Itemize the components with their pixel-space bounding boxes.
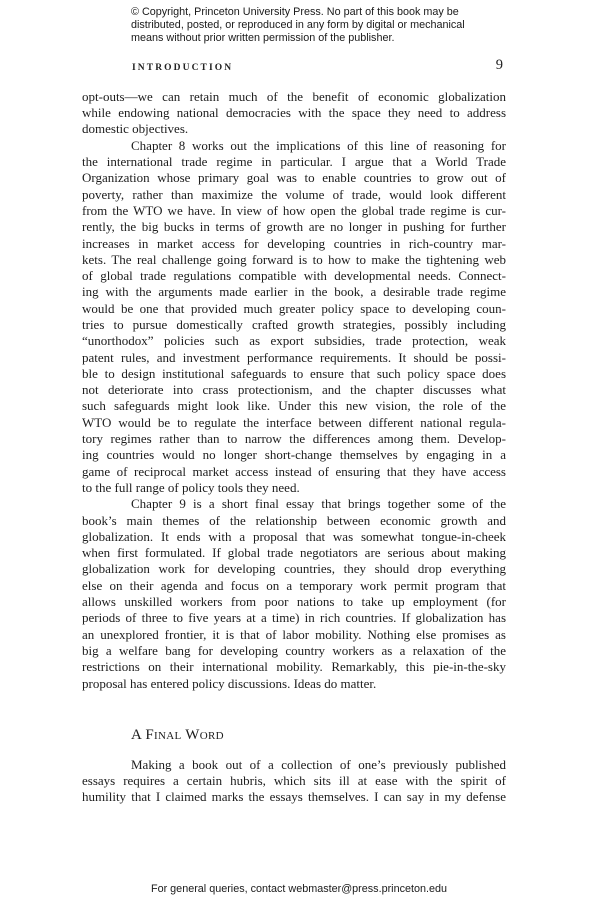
- text-line: to the full range of policy tools they need.: [82, 479, 300, 495]
- body-text: [82, 89, 506, 692]
- text-line: book’s main themes of the relationship between economic growth and: [82, 512, 506, 528]
- text-line: allows unskilled workers from poor nations to take up employment (for: [82, 594, 506, 610]
- copyright-notice: [131, 6, 465, 45]
- text-line: patent rules, and investment performance requirements. It should be possi-: [82, 349, 506, 365]
- text-line: while endowing national democracies with the space they need to address: [82, 105, 506, 121]
- text-line: restrictions on their international mobility. Remarkably, this pie-in-the-sky: [82, 659, 506, 675]
- text-line: the international trade regime in particular. I argue that a World Trade: [82, 154, 506, 170]
- paragraph-start-line: Chapter 9 is a short final essay that brings together some of the: [131, 496, 506, 512]
- text-line: of global trade regulations compatible with developmental needs. Connect-: [82, 268, 506, 284]
- text-line: increases in market access for developing countries in rich-country mar-: [82, 235, 506, 251]
- text-line: when first formulated. If global trade negotiators are serious about making: [82, 545, 506, 561]
- paragraph-start-line: Chapter 8 works out the implications of this line of reasoning for: [131, 137, 506, 153]
- text-line: tries to pursue domestically crafted growth strategies, possibly including: [82, 317, 506, 332]
- running-head-title: INTRODUCTION: [132, 63, 234, 73]
- text-line: an unexplored frontier, it is that of labor mobility. Nothing else promises as: [82, 626, 506, 642]
- copyright-line: means without prior written permission of the publisher.: [131, 31, 395, 44]
- text-line: not deteriorate into crass protectionism, and the chapter discusses what: [82, 382, 506, 398]
- text-line: from the WTO we have. In view of how open the global trade regime is cur-: [82, 202, 506, 218]
- section-heading: A Final Word: [131, 727, 224, 743]
- text-line: would be one that provided much greater policy space to developing coun-: [82, 300, 506, 316]
- text-line: ing countries would no longer short-change themselves by engaging in a: [82, 447, 506, 463]
- text-line: kets. The real challenge going forward is to how to make the tightening web: [82, 251, 506, 267]
- text-line: big a welfare bang for developing country workers as a relaxation of the: [82, 642, 506, 658]
- text-line: Organization whose primary goal was to enable countries to grow out of: [82, 170, 506, 186]
- footer-contact-notice: For general queries, contact webmaster@press.princeton.edu: [150, 883, 448, 895]
- section-body-text: [82, 757, 506, 806]
- text-line: ble to design institutional safeguards to ensure that such policy space does: [82, 365, 506, 381]
- text-line: such safeguards might look like. Under this new vision, the role of the: [82, 398, 506, 414]
- text-line: periods of three to five years at a time) in rich countries. If globalization has: [82, 610, 506, 626]
- copyright-line: © Copyright, Princeton University Press. No part of this book may be: [131, 5, 459, 18]
- text-line: globalization. It ends with a proposal that was somewhat tongue-in-cheek: [82, 528, 506, 544]
- text-line: tory regimes rather than to narrow the differences among them. Develop-: [82, 431, 506, 447]
- text-line: opt-outs—we can retain much of the benefit of economic globalization: [82, 88, 506, 104]
- text-line: humility that I claimed marks the essays themselves. I can say in my defense: [82, 789, 506, 805]
- text-line: domestic objectives.: [82, 121, 189, 137]
- text-line: rently, the big bucks in terms of growth are no longer in pushing for further: [82, 219, 506, 235]
- copyright-line: distributed, posted, or reproduced in any form by digital or mechanical: [131, 18, 465, 31]
- text-line: “unorthodox” policies such as export subsidies, trade protection, weak: [82, 333, 506, 349]
- text-line: essays requires a certain hubris, which sits ill at ease with the spirit of: [82, 773, 506, 789]
- text-line: proposal has entered policy discussions. Ideas do matter.: [82, 675, 377, 691]
- text-line: ing with the arguments made earlier in the book, a desirable trade regime: [82, 284, 506, 300]
- text-line: else on their agenda and focus on a temporary work permit program that: [82, 577, 506, 593]
- page-number: 9: [495, 57, 503, 73]
- text-line: poverty, rather than maximize the volume of trade, would look different: [82, 186, 506, 202]
- text-line: game of reciprocal market access instead of ensuring that they have access: [82, 463, 506, 479]
- text-line: WTO would be to regulate the interface between different national regula-: [82, 414, 506, 430]
- text-line: globalization work for developing countries, they should drop everything: [82, 561, 506, 577]
- paragraph-start-line: Making a book out of a collection of one’s previously published: [131, 756, 506, 772]
